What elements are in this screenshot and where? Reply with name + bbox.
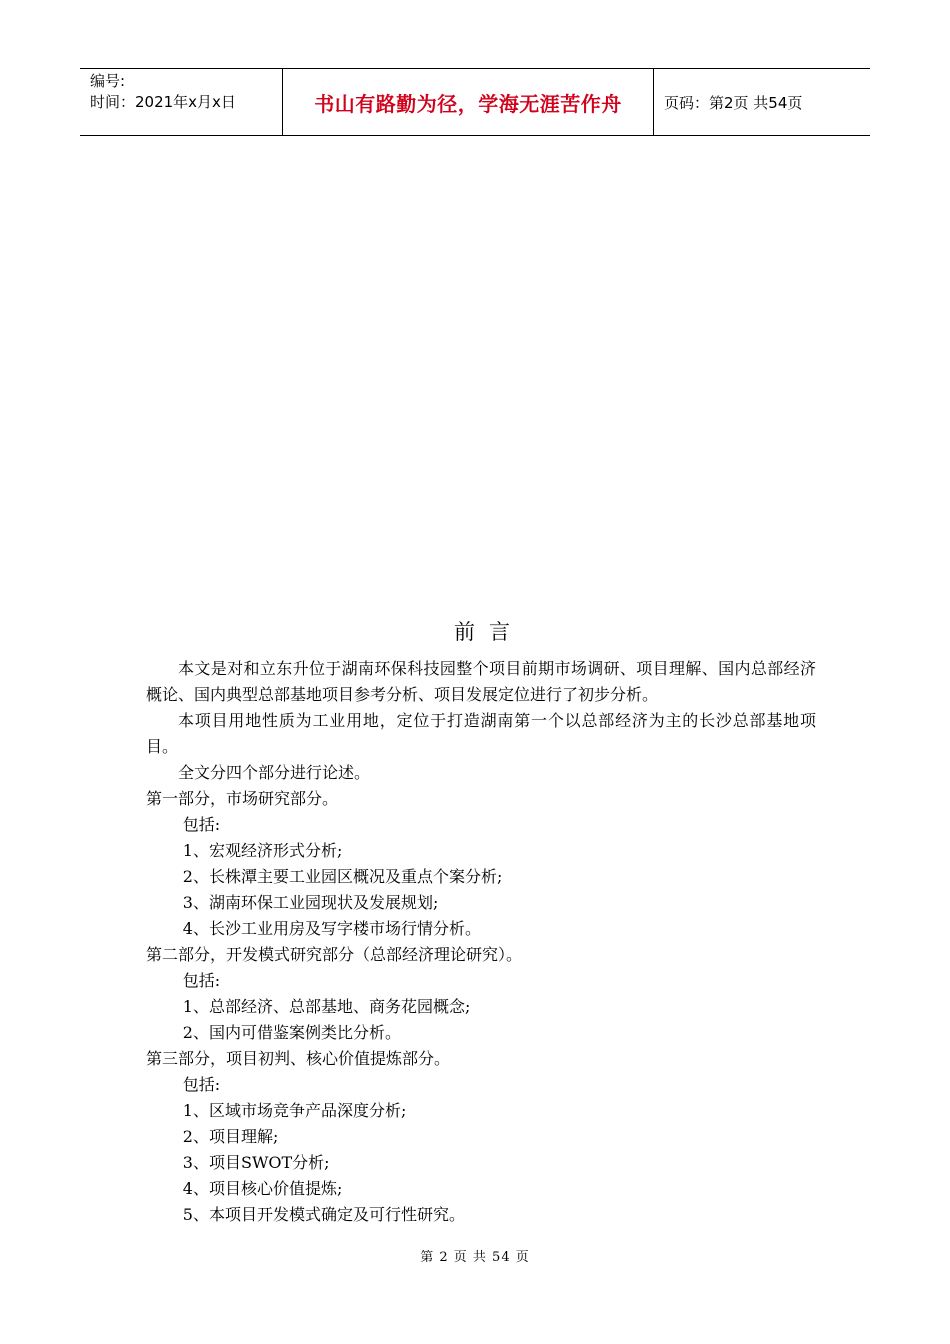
part-include-label: 包括:: [182, 971, 221, 990]
part-1: [146, 786, 816, 942]
list-item: 1、宏观经济形式分析;: [182, 841, 343, 860]
list-item: 4、项目核心价值提炼;: [182, 1179, 343, 1198]
list-item: 5、本项目开发模式确定及可行性研究。: [182, 1205, 465, 1224]
list-item: 3、湖南环保工业园现状及发展规划;: [182, 893, 439, 912]
part-3: [146, 1046, 816, 1228]
document-body: [146, 618, 816, 1228]
list-item: 2、长株潭主要工业园区概况及重点个案分析;: [182, 867, 503, 886]
header-meta: [80, 69, 282, 135]
header-motto: 书山有路勤为径，学海无涯苦作舟: [282, 69, 654, 135]
part-title: 第二部分，开发模式研究部分（总部经济理论研究）。: [146, 945, 523, 964]
page-header: [80, 68, 870, 136]
list-item: 1、区域市场竞争产品深度分析;: [182, 1101, 407, 1120]
preface-intro: 本文是对和立东升位于湖南环保科技园整个项目前期市场调研、项目理解、国内总部经济概论、国内典型总部基地项目参考分析、项目发展定位进行了初步分析。: [146, 659, 816, 704]
preface-overview: 全文分四个部分进行论述。: [178, 763, 371, 782]
list-item: 4、长沙工业用房及写字楼市场行情分析。: [182, 919, 481, 938]
document-time: 时间：2021年x月x日: [90, 93, 236, 111]
part-include-label: 包括:: [182, 815, 221, 834]
preface-title: 前言: [454, 620, 524, 644]
part-title: 第三部分，项目初判、核心价值提炼部分。: [146, 1049, 451, 1068]
part-2: [146, 942, 816, 1046]
list-item: 2、国内可借鉴案例类比分析。: [182, 1023, 401, 1042]
header-page-info: 页码：第2页 共54页: [664, 93, 803, 112]
part-include-label: 包括:: [182, 1075, 221, 1094]
list-item: 3、项目SWOT分析;: [182, 1153, 330, 1172]
preface-positioning: 本项目用地性质为工业用地，定位于打造湖南第一个以总部经济为主的长沙总部基地项目。: [146, 711, 816, 756]
document-number-label: 编号:: [90, 72, 126, 90]
page-footer: 第 2 页 共 54 页: [420, 1250, 530, 1265]
list-item: 1、总部经济、总部基地、商务花园概念;: [182, 997, 471, 1016]
list-item: 2、项目理解;: [182, 1127, 279, 1146]
part-title: 第一部分，市场研究部分。: [146, 789, 339, 808]
